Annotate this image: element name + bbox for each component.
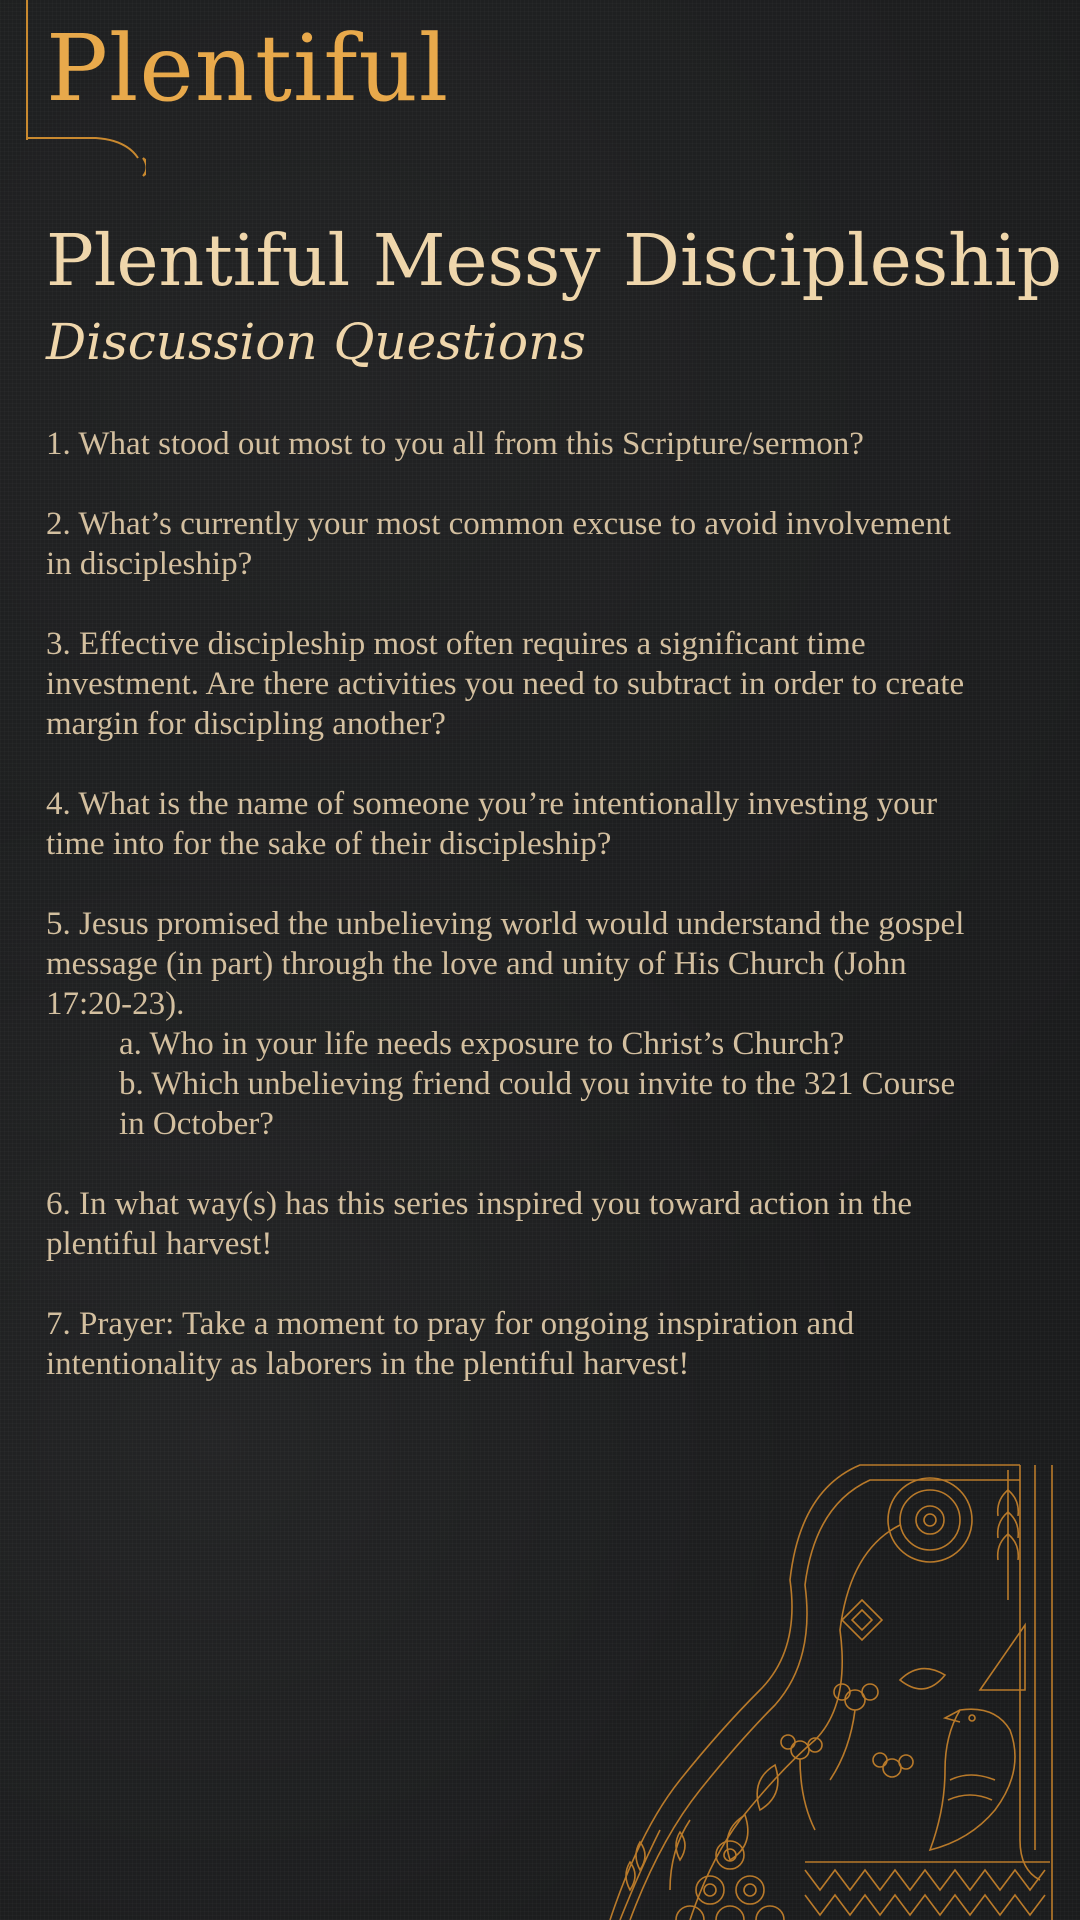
question-item [46,504,976,584]
question-text: 1. What stood out most to you all from this Scripture/sermon? [46,426,864,462]
question-item [46,1184,976,1264]
question-text: 7. Prayer: Take a moment to pray for ongoing inspiration and intentionality as laborers in the plentiful harvest! [46,1306,855,1382]
page-subtitle: Discussion Questions [46,313,586,371]
page-title: Plentiful Messy Discipleship [46,219,1063,302]
harvest-ornament-icon [600,1450,1070,1920]
question-text: 5. Jesus promised the unbelieving world would understand the gospel message (in part) through the love and unity of His Church (John 17:20-23). [46,906,965,1022]
logo-wordmark: Plentiful [46,15,450,122]
question-text: 2. What’s currently your most common excuse to avoid involvement in discipleship? [46,506,951,582]
question-item [46,624,976,744]
sub-question: a. Who in your life needs exposure to Christ’s Church? [119,1026,845,1062]
question-item [46,1304,976,1384]
question-item [46,904,976,1144]
question-list [46,424,976,1424]
question-text: 3. Effective discipleship most often requires a significant time investment. Are there activities you need to subtract in order to create margin for discipling another? [46,626,965,742]
question-item [46,424,976,464]
question-item [46,784,976,864]
sub-question: b. Which unbelieving friend could you invite to the 321 Course in October? [119,1066,956,1142]
question-text: 4. What is the name of someone you’re intentionally investing your time into for the sake of their discipleship? [46,786,938,862]
question-text: 6. In what way(s) has this series inspired you toward action in the plentiful harvest! [46,1186,913,1262]
